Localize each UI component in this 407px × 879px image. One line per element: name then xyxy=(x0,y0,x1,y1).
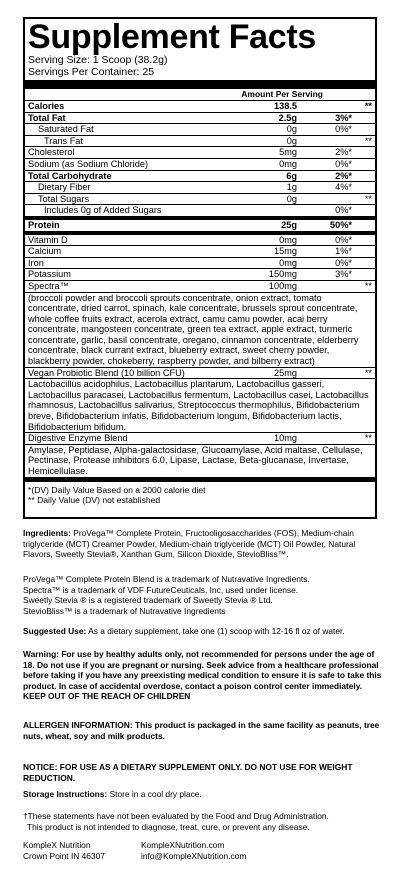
nutrient-amount: 150mg xyxy=(268,269,297,280)
nutrient-label: Total Fat xyxy=(28,112,66,123)
nutrient-amount: 100mg xyxy=(268,280,297,291)
company-address: Crown Point IN 46307 xyxy=(23,850,105,861)
nutrient-dv: 0%* xyxy=(335,234,352,245)
storage-label: Storage Instructions: xyxy=(23,789,108,799)
storage-section xyxy=(23,789,383,800)
nutrient-amount: 138.5 xyxy=(274,101,297,111)
nutrient-row xyxy=(25,235,375,247)
nutrient-amount: 6g xyxy=(286,170,297,181)
company-info xyxy=(23,840,383,861)
nutrient-mark: ** xyxy=(364,280,372,291)
notice-label: NOTICE: xyxy=(23,762,58,772)
panel-title: Supplement Facts xyxy=(28,18,317,56)
probiotic-label: Vegan Probiotic Blend (10 billion CFU) xyxy=(28,367,185,378)
enzyme-row xyxy=(25,433,375,445)
nutrient-label: Dietary Fiber xyxy=(38,182,91,193)
nutrient-amount: 0mg xyxy=(279,234,297,245)
nutrient-row xyxy=(25,205,375,220)
nutrient-mark xyxy=(352,113,372,124)
nutrient-label: Cholesterol xyxy=(28,147,75,158)
nutrient-dv xyxy=(297,194,352,205)
nutrient-amount: 2.5g xyxy=(278,112,297,123)
nutrient-mark xyxy=(352,269,372,280)
nutrient-amount: 15mg xyxy=(274,246,297,257)
nutrient-amount: 5mg xyxy=(279,147,297,158)
nutrient-amount: 0mg xyxy=(279,158,297,169)
nutrient-mark xyxy=(352,171,372,182)
nutrient-table xyxy=(28,101,372,293)
nutrient-mark xyxy=(352,159,372,170)
fda-line-1: †These statements have not been evaluated by the Food and Drug Administration. xyxy=(23,811,329,821)
nutrient-label: Calories xyxy=(28,101,65,111)
nutrient-mark xyxy=(352,258,372,269)
servings-per-container: Servings Per Container: 25 xyxy=(28,66,155,78)
allergen-label: ALLERGEN INFORMATION: xyxy=(23,720,133,730)
nutrient-dv: 2%* xyxy=(335,147,352,158)
warning-text: For use by healthy adults only, not recommended for persons under the age of 18. Do not use if you are pregnant or nursing. Seek advice from a healthcare professional before taking if you have any preexisting medical condition to ensure it is safe to take this product. In case of accidental overdose, contact a poison control center immediately. KEEP OUT OF THE REACH OF CHILDREN xyxy=(23,649,382,702)
enzyme-label: Digestive Enzyme Blend xyxy=(28,433,128,444)
nutrient-mark xyxy=(352,124,372,135)
probiotic-strains: Lactobacillus acidophilus, Lactobacillus plantarum, Lactobacillus gasseri, Lactobacillus paracasei, Lactobacillus fermentum, Lactobacillus casei, Lactobacillus rhamnosus, Lactobacillus salivarius, Streptococcus thermophilus, Bifidobacterium breve, Bifidobacterium infatis, Bifidobacterium longum, Bifidobacterium lactis, Bifidobacterium bifidum. xyxy=(25,379,375,433)
nutrient-label: Trans Fat xyxy=(44,135,83,146)
nutrient-row xyxy=(25,159,375,171)
company-website[interactable]: KompleXNutrition.com xyxy=(141,840,225,850)
nutrient-mark: ** xyxy=(364,193,372,204)
nutrient-row xyxy=(25,147,375,159)
nutrient-dv: 0%* xyxy=(335,205,352,216)
nutrient-mark xyxy=(352,147,372,158)
nutrient-mark: ** xyxy=(364,135,372,146)
nutrient-dv: 2%* xyxy=(335,170,352,181)
nutrient-mark xyxy=(352,235,372,246)
nutrient-label: Potassium xyxy=(28,269,71,280)
nutrient-row xyxy=(25,171,375,183)
nutrient-label: Iron xyxy=(28,257,44,268)
nutrient-dv: 0%* xyxy=(335,124,352,135)
serving-size: Serving Size: 1 Scoop (38.2g) xyxy=(28,54,168,66)
nutrient-mark xyxy=(352,246,372,257)
nutrient-dv: 1%* xyxy=(335,246,352,257)
warning-section xyxy=(23,649,383,702)
nutrient-amount: 0g xyxy=(286,124,297,135)
warning-label: Warning: xyxy=(23,649,59,659)
company-email[interactable]: info@KompleXNutrition.com xyxy=(141,850,247,861)
suggested-use-label: Suggested Use: xyxy=(23,626,87,636)
nutrient-row xyxy=(25,113,375,125)
enzyme-amount: 10mg xyxy=(274,433,297,444)
enzyme-list: Amylase, Peptidase, Alpha-galactosidase, Glucoamylase, Acid maltase, Cellulase, Pectinase, Protease inhibitors 6.0, Lipase, Lactase, Beta-glucanase, Invertase, Hemicellulase. xyxy=(28,444,363,476)
company-name: KompleX Nutrition xyxy=(23,840,91,850)
nutrient-label: Sodium (as Sodium Chloride) xyxy=(28,158,148,169)
nutrient-mark xyxy=(352,182,372,193)
nutrient-row xyxy=(25,246,375,258)
notice-text: FOR USE AS A DIETARY SUPPLEMENT ONLY. DO NOT USE FOR WEIGHT REDUCTION. xyxy=(23,762,353,783)
enzyme-mark: ** xyxy=(364,433,372,444)
allergen-text: This product is packaged in the same facility as peanuts, tree nuts, wheat, soy and milk products. xyxy=(23,720,380,741)
trademarks-section xyxy=(23,574,383,616)
nutrient-label: Protein xyxy=(28,219,60,230)
trademark-line: ProVega™ Complete Protein Blend is a trademark of Nutravative Ingredients. xyxy=(23,574,310,584)
probiotic-mark: ** xyxy=(364,367,372,378)
nutrient-dv xyxy=(297,101,352,112)
nutrient-label: Calcium xyxy=(28,246,62,257)
nutrient-label: Saturated Fat xyxy=(38,124,94,135)
nutrient-label: Total Sugars xyxy=(38,193,90,204)
fda-line-2: This product is not intended to diagnose, treat, cure, or prevent any disease. xyxy=(27,821,310,832)
nutrient-row xyxy=(25,258,375,270)
nutrient-dv xyxy=(297,281,352,292)
nutrient-mark xyxy=(352,205,372,216)
suggested-use-text: As a dietary supplement, take one (1) scoop with 12-16 fl oz of water. xyxy=(88,626,345,636)
ingredients-text: ProVega™ Complete Protein, Fructooligosaccharides (FOS), Medium-chain triglyceride (MCT) Creamer Powder, Medium-chain triglyceride (MCT) Oil Powder, Natural Flavors, Sweetly Stevia®, Xanthan Gum, Silicon Dioxide, StevioBliss™. xyxy=(23,528,356,560)
allergen-section xyxy=(23,720,383,741)
probiotic-row xyxy=(25,368,375,380)
nutrient-label: Includes 0g of Added Sugars xyxy=(44,205,162,216)
ingredients-section xyxy=(23,528,383,560)
nutrient-mark: ** xyxy=(364,101,372,111)
nutrient-dv: 3%* xyxy=(335,269,352,280)
supplement-facts-panel xyxy=(23,17,377,519)
nutrient-amount: 0g xyxy=(286,193,297,204)
nutrient-dv xyxy=(297,136,352,147)
nutrient-label: Spectra™ xyxy=(28,280,69,291)
nutrient-row xyxy=(25,269,375,281)
nutrient-dv: 50%* xyxy=(330,219,352,230)
thick-divider xyxy=(25,80,375,89)
nutrient-amount: 1g xyxy=(286,182,297,193)
nutrient-row xyxy=(25,220,375,235)
nutrient-amount xyxy=(217,205,297,216)
nutrient-label: Vitamin D xyxy=(28,234,68,245)
nutrient-amount: 0mg xyxy=(279,257,297,268)
spectra-ingredients: (broccoli powder and broccoli sprouts concentrate, onion extract, tomato concentrate, dried carrot, spinach, kale concentrate, brussels sprout concentrate, whole coffee fruits extract, acerola extract, camu camu powder, acai berry concentrate, mangosteen concentrate, green tea extract, apple extract, turmeric concentrate, garlic, basil concentrate, oregano, cinnamon concentrate, elderberry concentrate, black currant extract, blueberry extract, sweet cherry powder, blackberry powder, chokeberry, raspberry powder, and bilberry extract) xyxy=(25,293,375,368)
nutrient-row xyxy=(25,136,375,148)
nutrient-row xyxy=(25,281,375,293)
nutrient-dv: 0%* xyxy=(335,257,352,268)
footnote-dv: *(DV) Daily Value Based on a 2000 calorie diet xyxy=(28,484,206,495)
trademark-line: Sweetly Stevia ® is a registered trademark of Sweetly Stevia ® Ltd. xyxy=(23,595,273,606)
nutrient-dv: 0%* xyxy=(335,158,352,169)
trademark-line: Spectra™ is a trademark of VDF FutureCeuticals, Inc, used under license. xyxy=(23,584,299,595)
footnote-not-established: ** Daily Value (DV) not established xyxy=(28,494,161,505)
suggested-use-section xyxy=(23,626,383,637)
nutrient-dv: 4%* xyxy=(335,182,352,193)
probiotic-amount: 25mg xyxy=(274,367,297,378)
ingredients-label: Ingredients: xyxy=(23,528,71,538)
nutrient-amount: 25g xyxy=(281,219,297,230)
notice-section xyxy=(23,762,383,783)
nutrient-row xyxy=(25,124,375,136)
nutrient-row xyxy=(25,182,375,194)
trademark-line: StevioBliss™ is a trademark of Nutravative Ingredients xyxy=(23,605,226,616)
nutrient-mark xyxy=(352,220,372,231)
nutrient-row xyxy=(25,194,375,206)
nutrient-dv: 3%* xyxy=(335,112,352,123)
storage-text: Store in a cool dry place. xyxy=(109,789,202,799)
nutrient-amount: 0g xyxy=(286,135,297,146)
fda-disclaimer xyxy=(23,811,383,832)
amount-per-serving-header: Amount Per Serving xyxy=(25,89,375,101)
nutrient-label: Total Carbohydrate xyxy=(28,170,112,181)
nutrient-row xyxy=(25,101,375,113)
